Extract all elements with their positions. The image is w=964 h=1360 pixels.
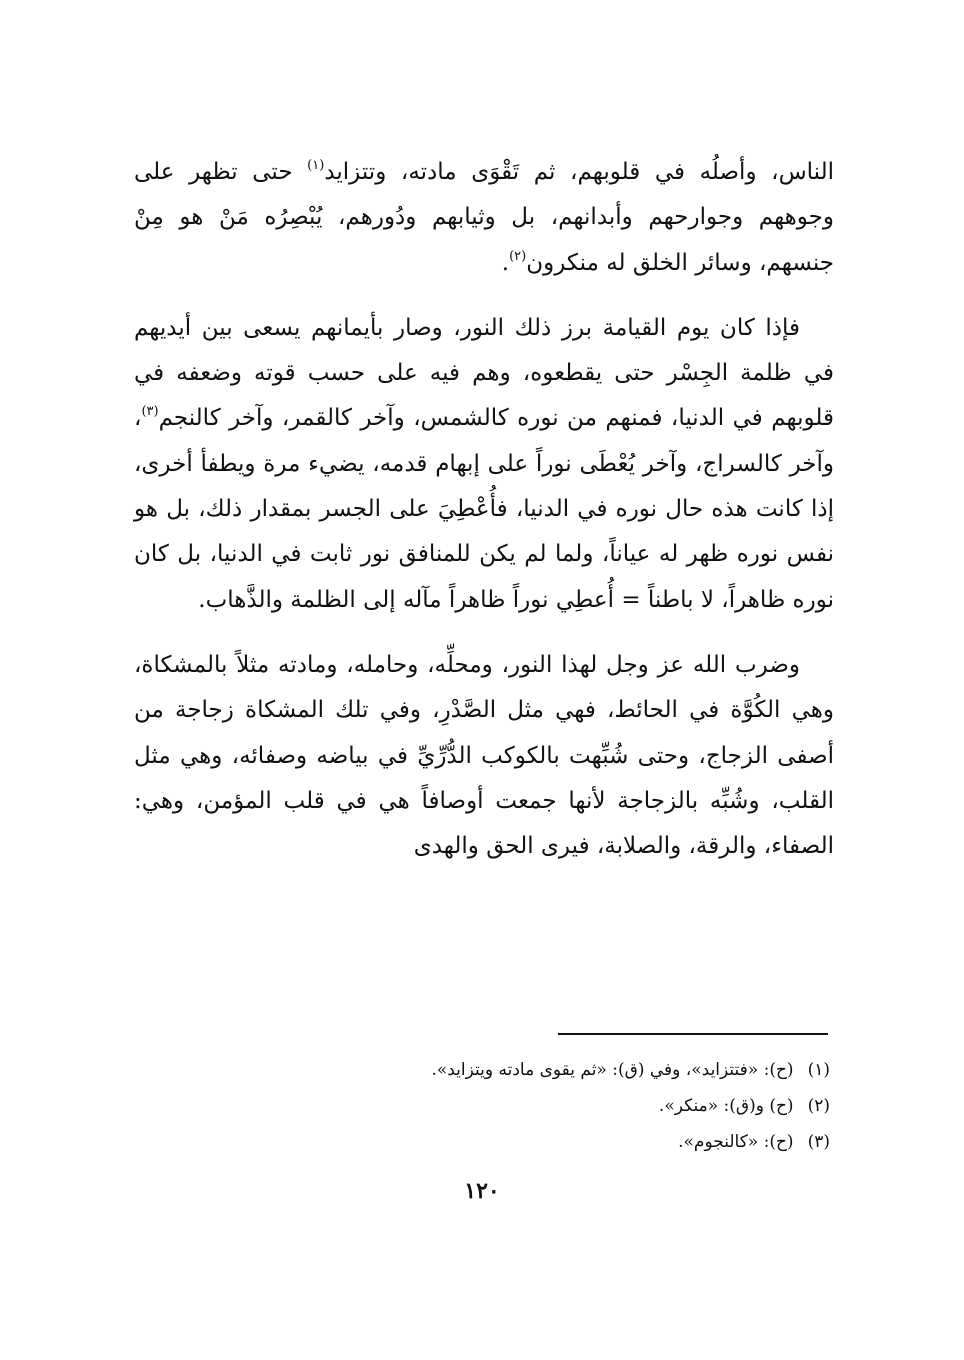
- paragraph-1-part-a: الناس، وأصلُه في قلوبهم، ثم تَقْوَى مادته، وتتزايد: [324, 159, 834, 185]
- footnote-number: (١): [807, 1060, 830, 1080]
- footnote-number: (٢): [807, 1096, 830, 1116]
- footnotes: [130, 1052, 830, 1160]
- paragraph-2-part-b: ، وآخر كالسراج، وآخر يُعْطَى نوراً على إبهام قدمه، يضيء مرة ويطفأ أخرى، إذا كانت هذه حال نوره في الدنيا، فأُعْطِيَ على الجسر بمقدار ذلك، بل هو نفس نوره ظهر له عياناً، ولما لم يكن للمنافق نور ثابت في الدنيا، بل كان نوره ظاهراً، لا باطناً = أُعطِي نوراً ظاهراً مآله إلى الظلمة والذَّهاب.: [134, 405, 835, 613]
- footnote-3: [130, 1124, 830, 1160]
- footnote-1: [130, 1052, 830, 1088]
- paragraph-1-part-b: حتى تظهر على وجوههم وجوارحهم وأبدانهم، بل وثيابهم ودُورهم، يُبْصِرُه مَنْ هو مِنْ جنسهم، وسائر الخلق له منكرون: [134, 159, 834, 276]
- footnote-2: [130, 1088, 830, 1124]
- page-number: ١٢٠: [464, 1178, 500, 1204]
- footnote-number: (٣): [807, 1132, 830, 1152]
- footnote-separator: [558, 1033, 828, 1035]
- footnote-text: (ح): «كالنجوم».: [678, 1132, 794, 1152]
- paragraph-3: وضرب الله عز وجل لهذا النور، ومحلِّه، وحامله، ومادته مثلاً بالمشكاة، وهي الكُوَّة في الحائط، فهي مثل الصَّدْرِ، وفي تلك المشكاة زجاجة من أصفى الزجاج، وحتى شُبِّهت بالكوكب الدُّرِّيِّ في بياضه وصفائه، وهي مثل القلب، وشُبِّه بالزجاجة لأنها جمعت أوصافاً هي في قلب المؤمن، وهي: الصفاء، والرقة، والصلابة، فيرى الحق والهدى: [134, 651, 834, 860]
- paragraph-2-part-a: فإذا كان يوم القيامة برز ذلك النور، وصار بأيمانهم يسعى بين أيديهم في ظلمة الجِسْر حتى يقطعوه، وهم فيه على حسب قوته وضعفه في قلوبهم في الدنيا، فمنهم من نوره كالشمس، وآخر كالقمر، وآخر كالنجم: [134, 314, 834, 432]
- paragraph-1: [134, 150, 834, 286]
- footnote-text: (ح): «فتتزايد»، وفي (ق): «ثم يقوى مادته ويتزايد».: [431, 1060, 794, 1080]
- main-text: [134, 150, 834, 869]
- footnote-ref-3: (٣): [141, 404, 159, 420]
- footnote-text: (ح) و(ق): «منكر».: [658, 1096, 794, 1116]
- footnote-ref-1: (١): [307, 158, 325, 173]
- paragraph-1-part-c: .: [501, 249, 510, 276]
- footnote-ref-2: (٢): [509, 248, 527, 264]
- paragraph-2: [134, 306, 834, 623]
